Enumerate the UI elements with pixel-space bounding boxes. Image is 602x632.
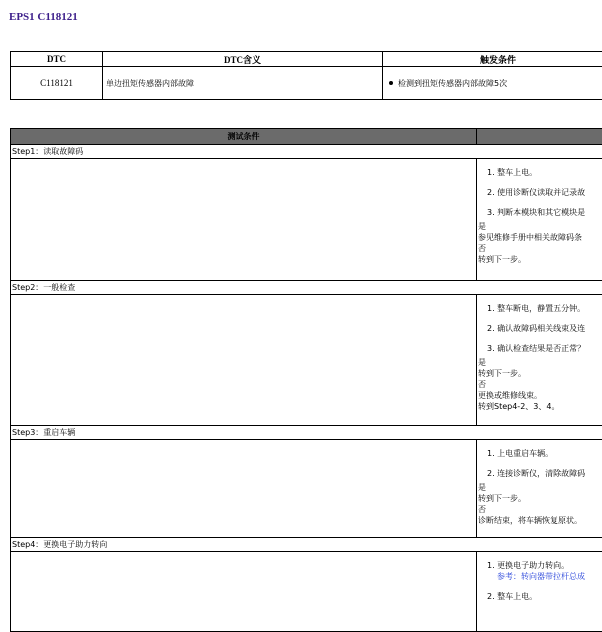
yes-label: 是 (478, 221, 602, 232)
step-label: Step1：读取故障码 (11, 145, 602, 159)
dtc-header: DTC (11, 52, 103, 67)
dtc-code: C118121 (11, 67, 103, 100)
yes-action: 参见维修手册中相关故障码条 (478, 232, 602, 243)
yes-label: 是 (478, 482, 602, 493)
step-left-cell (11, 159, 477, 281)
list-item: 1. 整车断电，静置五分钟。 (487, 303, 602, 314)
trigger-condition-header: 触发条件 (383, 52, 602, 67)
step-label: Step4：更换电子助力转向 (11, 538, 602, 552)
yes-label: 是 (478, 357, 602, 368)
step-left-cell (11, 295, 477, 426)
yes-action: 转到下一步。 (478, 368, 602, 379)
step-label: Step2：一般检查 (11, 281, 602, 295)
step-row (11, 281, 602, 295)
list-item: 2. 使用诊断仪读取并记录故 (487, 187, 602, 198)
step-row (11, 145, 602, 159)
trigger-condition (383, 67, 602, 100)
bullet-icon (389, 81, 393, 85)
step-left-cell (11, 440, 477, 538)
test-condition-header: 测试条件 (11, 129, 477, 145)
step-row (11, 426, 602, 440)
step-row (11, 538, 602, 552)
step-left-cell (11, 552, 477, 632)
no-action: 转到下一步。 (478, 254, 602, 265)
no-action: 更换或维修线束。 (478, 390, 602, 401)
dtc-meaning-header: DTC含义 (103, 52, 383, 67)
no-action: 诊断结束，将车辆恢复原状。 (478, 515, 602, 526)
page-title: EPS1 C118121 (9, 11, 78, 23)
step-label: Step3：重启车辆 (11, 426, 602, 440)
no-label: 否 (478, 379, 602, 390)
yes-action: 转到下一步。 (478, 493, 602, 504)
step-body (11, 440, 602, 538)
trigger-condition-text: 检测到扭矩传感器内部故障5次 (398, 79, 507, 88)
list-item: 2. 确认故障码相关线束及连 (487, 323, 602, 334)
no-label: 否 (478, 243, 602, 254)
dtc-table (10, 51, 602, 100)
step-body (11, 552, 602, 632)
step-right-cell (477, 440, 602, 538)
no-label: 否 (478, 504, 602, 515)
list-item: 1. 整车上电。 (487, 167, 602, 178)
step-right-cell (477, 552, 602, 632)
step-body (11, 295, 602, 426)
dtc-table-row (11, 67, 602, 100)
test-header-empty (477, 129, 602, 145)
dtc-meaning: 单边扭矩传感器内部故障 (103, 67, 383, 100)
no-action-next: 转到Step4-2、3、4。 (478, 401, 602, 412)
reference-link[interactable]: 参考：转向器带拉杆总成 (497, 571, 602, 582)
list-item: 3. 确认检查结果是否正常？ (487, 343, 602, 354)
list-item: 1. 更换电子助力转向。 (487, 560, 602, 571)
step-body (11, 159, 602, 281)
dtc-table-header-row (11, 52, 602, 67)
step-right-cell (477, 295, 602, 426)
list-item: 3. 判断本模块和其它模块是 (487, 207, 602, 218)
step-right-cell (477, 159, 602, 281)
list-item: 1. 上电重启车辆。 (487, 448, 602, 459)
list-item: 2. 连接诊断仪，清除故障码 (487, 468, 602, 479)
test-table (10, 128, 602, 632)
list-item: 2. 整车上电。 (487, 591, 602, 602)
test-table-header-row (11, 129, 602, 145)
